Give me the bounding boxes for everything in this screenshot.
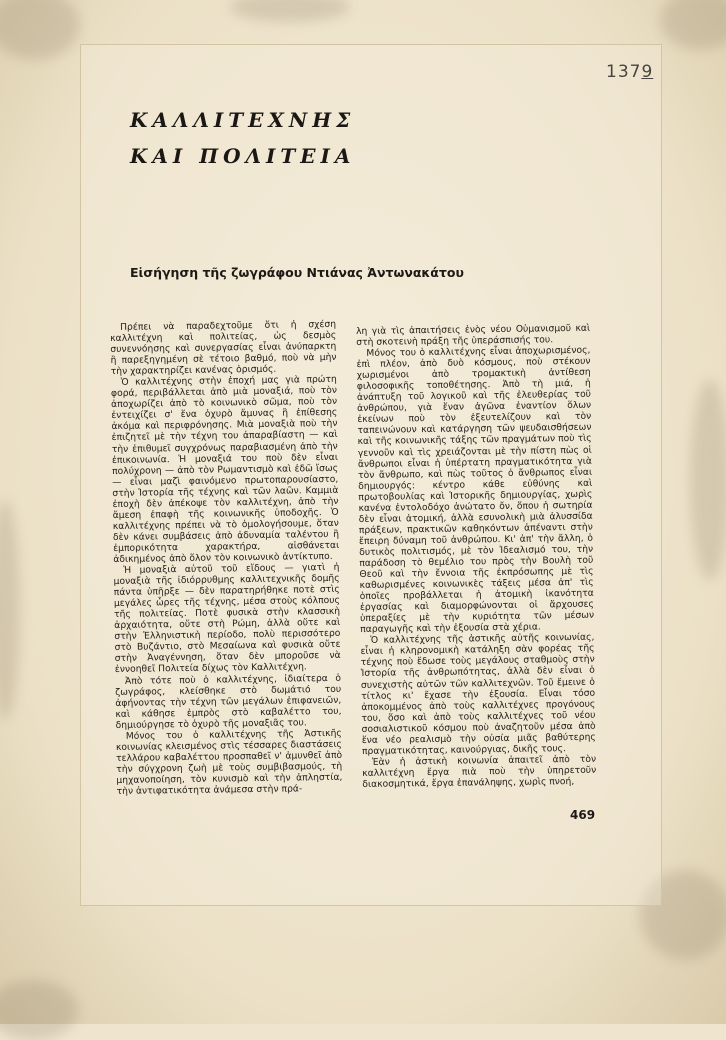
subtitle: Εἰσήγηση τῆς ζωγράφου Ντιάνας Ἀντωνακάτου: [130, 265, 464, 280]
archive-number: 1379: [606, 62, 654, 82]
left-text-column: [110, 319, 343, 797]
paragraph: Ὁ καλλιτέχνης τῆς ἀστικῆς αὐτῆς κοινωνίας, εἶναι ἡ κληρονομικὴ κατάληξη σὰν φορέας τῆς τέχνης ποὺ ἔδωσε τοὺς μεγάλους σταθμοὺς στὴν Ἱστορία τῆς ἀνθρωπότητας, ἀλλὰ δὲν εἶναι ὁ συνεχιστὴς αὐτῶν τῶν καλλιτεχνῶν. Τοῦ ἔμεινε ὁ τίτλος κι' ἔχασε τὴν ἐξουσία. Εἶναι τόσο ἀποκομμένος ἀπὸ τοὺς καλλιτέχνες προγόνους του, ὅσο καὶ ἀπὸ τοὺς καλλιτέχνες τοῦ νέου σοσιαλιστικοῦ κόσμου ποὺ ἀναζητοῦν μέσα ἀπὸ ἕνα νέο ρεαλισμὸ τὴν οὐσία μιᾶς βαθύτερης πραγματικότητας, καινούργιας, δικῆς τους.: [360, 632, 596, 757]
paragraph: Μόνος του ὁ καλλιτέχνης εἶναι ἀποχωρισμένος, ἐπὶ πλέον, ἀπὸ δυὸ κόσμους, ποὺ στέκουν χωρισμένοι ἀπὸ τρομακτικὴ ἀντίθεση φιλοσοφικῆς τοποθέτησης. Ἀπὸ τὴ μιά, ἡ ἀνάπτυξη τοῦ λογικοῦ καὶ τῆς ἐλευθερίας τοῦ ἀνθρώπου, γιὰ ἕναν ἀγῶνα ἐναντίον ὅλων ἐκείνων ποὺ τὸν ἐξευτελίζουν καὶ τὸν ταπεινώνουν καὶ κατάργηση τῶν ψευδαισθήσεων καὶ τῆς κοινωνικῆς τάξης τῶν πραγμάτων ποὺ τὶς γεννοῦν καὶ τὶς χρειάζονται μὲ τὴν πίστη πὼς οἱ ἄνθρωποι εἶναι ἡ ὑπέρτατη πραγματικότητα γιὰ τὸν ἄνθρωπο, καὶ πὼς τοῦτος ὁ ἄνθρωπος εἶναι δημιουργός: κέντρο κάθε εὐθύνης καὶ πρωτοβουλίας καὶ Ἱστορικῆς δημιουργίας, χωρὶς κανένα ἐντολοδόχο ἀνώτατο ὄν, ὅπου ἡ σωτηρία δὲν εἶναι ἀτομική, ἀλλὰ εσυνολικὴ μιὰ ἀλυσσίδα πράξεων, πρακτικῶν καθηκόντων ἀπέναντι στὴν ἔπειρη δύναμη τοῦ ἀνθρώπου. Κι' ἀπ' τὴν ἄλλη, ὁ δυτικὸς πολιτισμός, μὲ τὸν Ἰδεαλισμό του, τὴν παράδοση τὸ θεμέλιο του πρὸς τὴν Βουλὴ τοῦ Θεοῦ καὶ τὴν ἔννοια τῆς ἐκπρόσωπης μὲ τὶς καθωρισμένες κοινωνικὲς τάξεις μέσα ἀπ' τὶς ὁποῖες προβάλλεται ἡ ἀτομικὴ ἱκανότητα ἐργασίας καὶ διαμορφώνονται οἱ ἄρχουσες ὑπεραξίες μὲ τὴν κυριότητα τῶν μέσων παραγωγῆς καὶ τὴν ἐξουσία στὰ χέρια.: [356, 344, 595, 636]
paragraph: Ἐὰν ἡ ἀστικὴ κοινωνία ἀπαιτεῖ ἀπὸ τὸν καλλιτέχνη ἔργα πιὰ ποὺ τὴν ὑπηρετοῦν διακοσμητικά, ἔργα ἐπανάληψης, χωρὶς πνοή,: [362, 753, 597, 790]
title-line-1: ΚΑΛΛΙΤΕΧΝΗΣ: [130, 108, 356, 132]
page-number: 469: [570, 808, 596, 822]
paragraph: Ἀπὸ τότε ποὺ ὁ καλλιτέχνης, ἰδιαίτερα ὁ ζωγράφος, κλείσθηκε στὸ δωμάτιό του ἀφήνοντας τὴν τέχνη τῶν μεγάλων ἐπιφανειῶν, καὶ κάθησε ἐμπρὸς στὸ καβαλέττο του, δημιούργησε τὸ ὀχυρὸ τῆς μοναξιᾶς του.: [115, 672, 342, 731]
title-line-2: ΚΑΙ ΠΟΛΙΤΕΙΑ: [130, 144, 356, 168]
paragraph: Ὁ καλλιτέχνης στὴν ἐποχή μας γιὰ πρώτη φορά, περιβάλλεται ἀπὸ μιὰ μοναξιά, ποὺ τὸν ἀποχωρίζει ἀπὸ τὸ κοινωνικὸ σῶμα, ποὺ τὸν ἐντειχίζει σ' ἕνα ὀχυρὸ ἄμυνας ἢ ἐπίθεσης ἀκόμα καὶ περιφρόνησης. Μιὰ μοναξιὰ ποὺ τὴν ἐπιζητεῖ μὲ τὴν τέχνη του ἀπαραβίαστη — καὶ τὴν ἐπιθυμεῖ συγχρόνως παραβιασμένη ἀπὸ τὴν ἐπικοινωνία. Ἡ μοναξιά του ποὺ δὲν εἶναι πολύχρονη — ἀπὸ τὸν Ρωμαντισμὸ καὶ ἐδῶ ἴσως — εἶναι μαζὶ φαινόμενο πρωτοπαρουσίαστο, στὴν Ἱστορία τῆς τέχνης καὶ τῶν λαῶν. Καμμιὰ ἐποχὴ δὲν ἀπέκοψε τὸν καλλιτέχνη, ἀπὸ τὴν ἄμεση ἐπαφὴ τῆς κοινωνικῆς ὑποδοχῆς. Ὁ καλλιτέχνης πρέπει νὰ τὸ ὁμολογήσουμε, ὅταν δὲν κάνει συμβάσεις ἀπὸ ἀδυναμία ταλέντου ἢ ἐμπορικότητα χαρακτήρα, αἰσθάνεται ἀδικημένος ἀπὸ ὅλον τὸν κοινωνικὸ ἀντίκτυπο.: [110, 374, 340, 565]
paragraph: Πρέπει νὰ παραδεχτοῦμε ὅτι ἡ σχέση καλλιτέχνη καὶ πολιτείας, ὡς δεσμὸς συνεννόησης καὶ συνεργασίας εἶναι ἀνύπαρκτη ἢ παρεξηγημένη σὲ τέτοιο βαθμό, ποὺ νὰ μὴν τὴν χαρακτηρίζει κανένας ὁρισμός.: [110, 318, 337, 378]
right-text-column: [356, 323, 596, 790]
paragraph: Ἡ μοναξιὰ αὐτοῦ τοῦ εἴδους — γιατὶ ἡ μοναξιὰ τῆς ἰδιόρρυθμης καλλιτεχνικῆς δομῆς πάντα ὑπῆρξε — δὲν παρατηρήθηκε ποτὲ στὶς μεγάλες ὧρες τῆς τέχνης, μέσα στοὺς κόλπους τῆς πολιτείας. Ποτὲ φυσικὰ στὴν κλασσικὴ ἀρχαιότητα, οὔτε στὴ Ρώμη, ἀλλὰ οὔτε καὶ στὴν Ἑλληνιστικὴ περίοδο, πολὺ περισσότερο στὸ Βυζάντιο, στὸ Μεσαίωνα καὶ φυσικὰ οὔτε στὴν Ἀναγέννηση, ὅταν δὲν μποροῦσε νὰ ἐννοηθεῖ Πολιτεία δίχως τὸν Καλλιτέχνη.: [113, 561, 341, 676]
paragraph: λη γιὰ τὶς ἀπαιτήσεις ἑνὸς νέου Οὑμανισμοῦ καὶ στὴ σκοτεινὴ πράξη τῆς ὑπεράσπισής του.: [356, 322, 591, 349]
paragraph: Μόνος του ὁ καλλιτέχνης τῆς Ἀστικῆς κοινωνίας κλεισμένος στὶς τέσσαρες διαστάσεις τελλάρου καβαλέττου προσπαθεῖ ν' ἀμυνθεῖ ἀπὸ τὴν σύγχρονη ζωὴ μὲ τοὺς συμβιβασμούς, τὴ μηχανοποίηση, τὸν κυνισμὸ καὶ τὴν ἀπληστία, τὴν ἀντιφατικότητα ἀνάμεσα στὴν πρά-: [115, 727, 343, 797]
